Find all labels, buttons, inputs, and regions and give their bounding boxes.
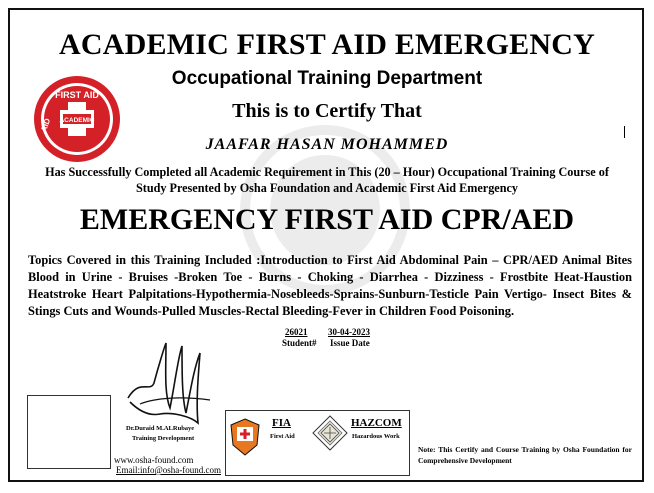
fia-badge-subtitle: First Aid [270, 433, 295, 440]
fia-badge-title: FIA [272, 417, 291, 429]
topics-paragraph: Topics Covered in this Training Included :Introduction to First Aid Abdominal Pain – CPR/AED Animal Bites Blood in Urine - Bruises -Broken Toe - Burns - Choking - Diarrhea - Dizziness - Frostbite Heat-Haustion Heatstroke Heart Palpitations-Hypothermia-Nosebleeds-Sprains-Sunburn-Testicle Pain Vertigo- Insect Bites & Stings Cuts and Wounds-Pulled Muscles-Rectal Bleeding-Fever in Children Food Poisoning. [28, 253, 632, 318]
completion-statement: Has Successfully Completed all Academic Requirement in This (20 – Hour) Occupational Training Course of Study Presented by Osha Foundation and Academic First Aid Emergency [45, 165, 609, 195]
fia-shield-icon [229, 417, 261, 457]
footer-note: Note: This Certify and Course Training by Osha Foundation for Comprehensive Development [418, 445, 632, 465]
email-link[interactable]: Email:info@osha-found.com [116, 465, 222, 475]
hazcom-badge-title: HAZCOM [351, 417, 402, 429]
signatory-role: Training Development [132, 435, 195, 442]
department-subtitle: Occupational Training Department [171, 68, 483, 89]
certify-heading: This is to Certify That [232, 100, 422, 122]
website-text: www.osha-found.com [114, 455, 194, 465]
hazcom-diamond-icon [312, 415, 348, 451]
certificate-title: ACADEMIC FIRST AID EMERGENCY [59, 28, 595, 61]
handwritten-signature [120, 338, 230, 433]
accreditation-badges [225, 410, 410, 476]
issue-date: 30-04-2023 [328, 327, 370, 337]
course-title: EMERGENCY FIRST AID CPR/AED [79, 203, 575, 236]
photo-placeholder [27, 395, 111, 469]
logo-top-text: FIRST AID [55, 90, 99, 100]
signatory-name: Dr.Duraid M.ALRubaye [126, 425, 195, 432]
logo-center-text: ACADEMIC [59, 117, 95, 124]
student-number: 26021 [285, 327, 308, 337]
logo-side-text: AID [39, 117, 53, 134]
recipient-name: JAAFAR HASAN MOHAMMED [205, 136, 449, 153]
issue-date-label: Issue Date [330, 338, 370, 348]
student-number-label: Student# [282, 338, 317, 348]
hazcom-badge-subtitle: Hazardous Work [352, 433, 400, 440]
